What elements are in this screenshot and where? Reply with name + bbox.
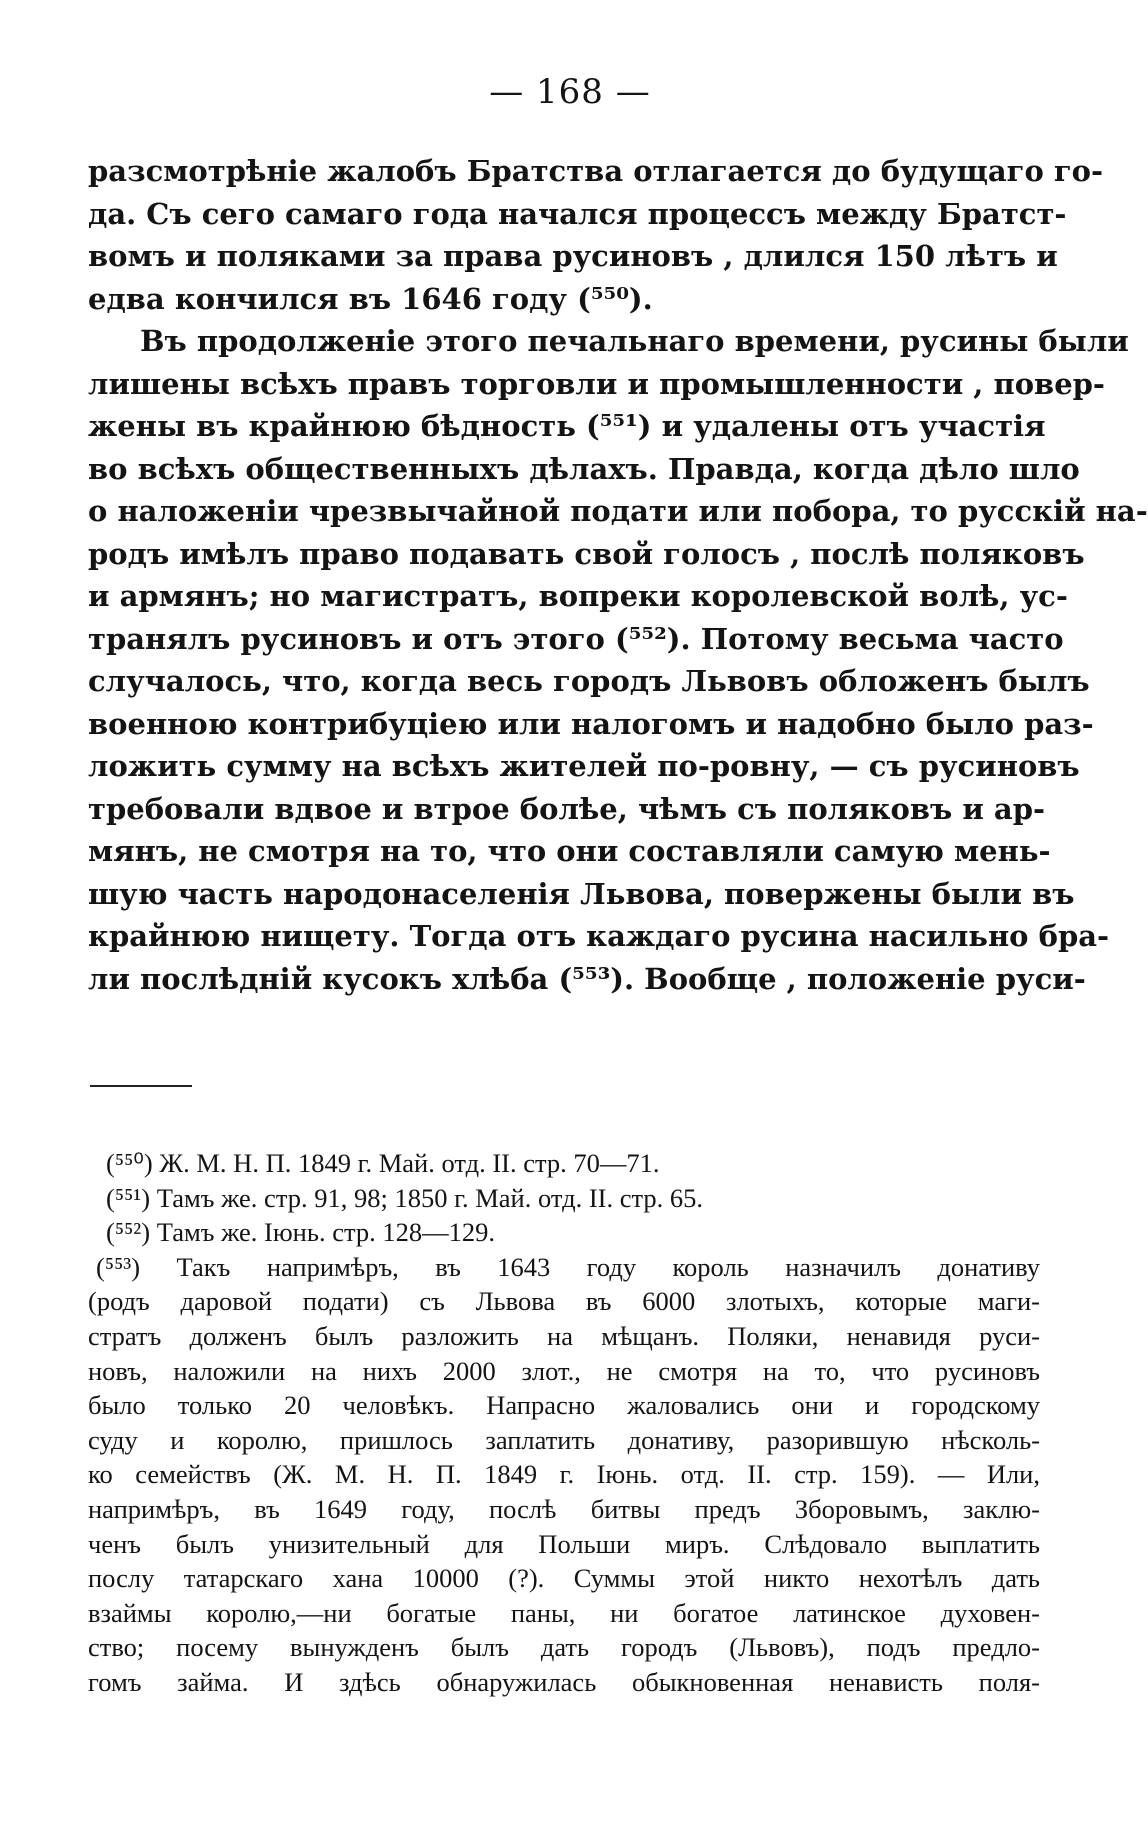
text-line: ли послѣдній кусокъ хлѣба (⁵⁵³). Вообще , положеніе руси- [88,961,1086,996]
footnote-553: (⁵⁵³) Такъ напримѣръ, въ 1643 году король назначилъ донативу [96,1251,1040,1282]
footnote-line: ство; посему вынужденъ былъ дать городъ (Львовъ), подъ предло- [88,1632,1040,1663]
footnote-line: ко семействъ (Ж. М. Н. П. 1849 г. Іюнь. отд. II. стр. 159). — Или, [88,1459,1040,1490]
page-number: — 168 — [489,72,651,112]
text-line: мянъ, не смотря на то, что они составляли самую мень- [88,834,1051,868]
footnote-line: (родъ даровой подати) съ Львова въ 6000 злотыхъ, которые маги- [88,1286,1040,1317]
main-text [88,150,1148,1000]
footnote-line: послу татарскаго хана 10000 (?). Суммы этой никто нехотѣлъ дать [88,1563,1040,1594]
footnote-line: взаймы королю,—ни богатые паны, ни богатое латинское духовен- [88,1597,1040,1628]
footnote-line: гомъ займа. И здѣсь обнаружилась обыкновенная ненависть поля- [88,1666,1040,1697]
text-line: родъ имѣлъ право подавать свой голосъ , послѣ поляковъ [88,536,1085,571]
footnote-divider [90,1085,192,1087]
text-line: вомъ и поляками за права русиновъ , длился 150 лѣтъ и [88,239,1058,273]
text-line: военною контрибуціею или налогомъ и надобно было раз- [88,706,1094,741]
text-line: о наложеніи чрезвычайной подати или побора, то русскій на- [88,494,1148,528]
text-line: разсмотрѣніе жалобъ Братства отлагается до будущаго го- [88,154,1104,188]
text-line: во всѣхъ общественныхъ дѣлахъ. Правда, когда дѣло шло [88,451,1080,486]
footnote-550: (⁵⁵⁰) Ж. М. Н. П. 1849 г. Май. отд. II. стр. 70—71. [106,1148,660,1178]
footnotes [88,1146,1040,1700]
footnote-line: новъ, наложили на нихъ 2000 злот., не смотря на то, что русиновъ [88,1355,1040,1386]
text-line: лишены всѣхъ правъ торговли и промышленности , повер- [88,366,1105,401]
text-line: и армянъ; но магистратъ, вопреки королевской волѣ, ус- [88,579,1068,613]
text-line: крайнюю нищету. Тогда отъ каждаго русина насильно бра- [88,919,1110,953]
footnote-line: ченъ былъ унизительный для Польши миръ. Слѣдовало выплатить [88,1528,1040,1559]
text-line: случалось, что, когда весь городъ Львовъ обложенъ былъ [88,664,1090,698]
footnote-551: (⁵⁵¹) Тамъ же. стр. 91, 98; 1850 г. Май. отд. II. стр. 65. [106,1182,704,1213]
footnote-line: было только 20 человѣкъ. Напрасно жаловались они и городскому [88,1390,1040,1421]
text-line: жены въ крайнюю бѣдность (⁵⁵¹) и удалены отъ участія [88,409,1046,443]
footnote-line: суду и королю, пришлось заплатить донативу, разорившую нѣсколь- [88,1424,1040,1455]
text-line: да. Съ сего самаго года начался процессъ между Братст- [88,196,1067,231]
footnote-line: напримѣръ, въ 1649 году, послѣ битвы предъ Зборовымъ, заклю- [88,1493,1040,1524]
text-line: ложить сумму на всѣхъ жителей по-ровну, — съ русиновъ [88,749,1080,783]
footnote-line: стратъ долженъ былъ разложить на мѣщанъ. Поляки, ненавидя руси- [88,1320,1040,1351]
text-line: транялъ русиновъ и отъ этого (⁵⁵²). Потому весьма часто [88,621,1064,656]
text-line: едва кончился въ 1646 году (⁵⁵⁰). [88,281,653,316]
text-line: шую часть народонаселенія Львова, повержены были въ [88,876,1075,911]
text-line: Въ продолженіе этого печальнаго времени, русины были [140,324,1129,358]
text-line: требовали вдвое и втрое болѣе, чѣмъ съ поляковъ и ар- [88,791,1046,826]
footnote-552: (⁵⁵²) Тамъ же. Іюнь. стр. 128—129. [106,1217,495,1248]
